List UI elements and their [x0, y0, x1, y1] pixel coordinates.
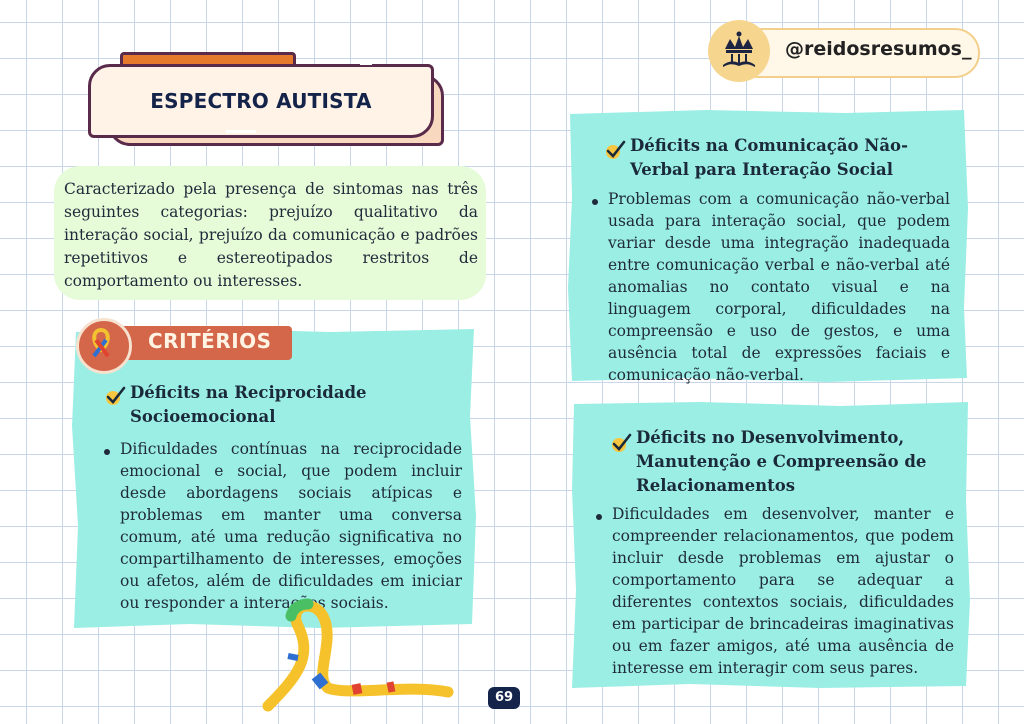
crown-book-logo-icon [708, 20, 770, 82]
title-dash [360, 62, 372, 65]
social-handle: @reidosresumos_ [785, 38, 972, 60]
page-number: 69 [488, 687, 520, 709]
checkmark-icon [104, 386, 126, 406]
title-box [88, 64, 434, 138]
title-dash [226, 130, 256, 133]
card-text: Dificuldades em desenvolver, manter e compreender relacionamentos, que podem incluir desde problemas em ajustar o comportamento para se adequar a diferentes contextos sociais, dificuldades em participar de brincadeiras imaginativas ou em fazer amigos, até uma ausência de interesse em interagir com seus pares. [612, 505, 954, 677]
card-title: Déficits na Comunicação Não-Verbal para Interação Social [630, 136, 908, 179]
checkmark-icon [610, 433, 632, 453]
bullet [596, 514, 602, 520]
card-title: Déficits na Reciprocidade Socioemocional [130, 383, 367, 426]
card-text: Problemas com a comunicação não-verbal usada para interação social, que podem variar desde uma integração inadequada entre comunicação verbal e não-verbal até anomalias no contato visual e na linguagem corporal, dificuldades na compreensão e uso de gestos, e uma ausência total de expressões faciais e comunicação não-verbal. [608, 190, 950, 384]
intro-text: Caracterizado pela presença de sintomas nas três seguintes categorias: prejuízo qualitativo da interação social, prejuízo da comunicação e padrões repetitivos e estereotipados restritos de comportamento ou interesses. [64, 180, 478, 290]
page-title: ESPECTRO AUTISTA [150, 89, 372, 113]
card-text: Dificuldades contínuas na reciprocidade emocional e social, que podem incluir desde abordagens sociais atípicas e problemas em manter uma conversa comum, até uma redução significativa no compartilhamento de interesses, emoções ou afetos, além de dificuldades em iniciar ou responder a interações sociais. [120, 440, 462, 612]
criteria-label: CRITÉRIOS [148, 329, 272, 353]
bullet [592, 199, 598, 205]
bullet [104, 449, 110, 455]
awareness-ribbon-icon [258, 596, 458, 716]
checkmark-icon [604, 140, 626, 160]
ribbon-icon [76, 318, 132, 374]
card-title: Déficits no Desenvolvimento, Manutenção e Compreensão de Relacionamentos [636, 428, 927, 495]
